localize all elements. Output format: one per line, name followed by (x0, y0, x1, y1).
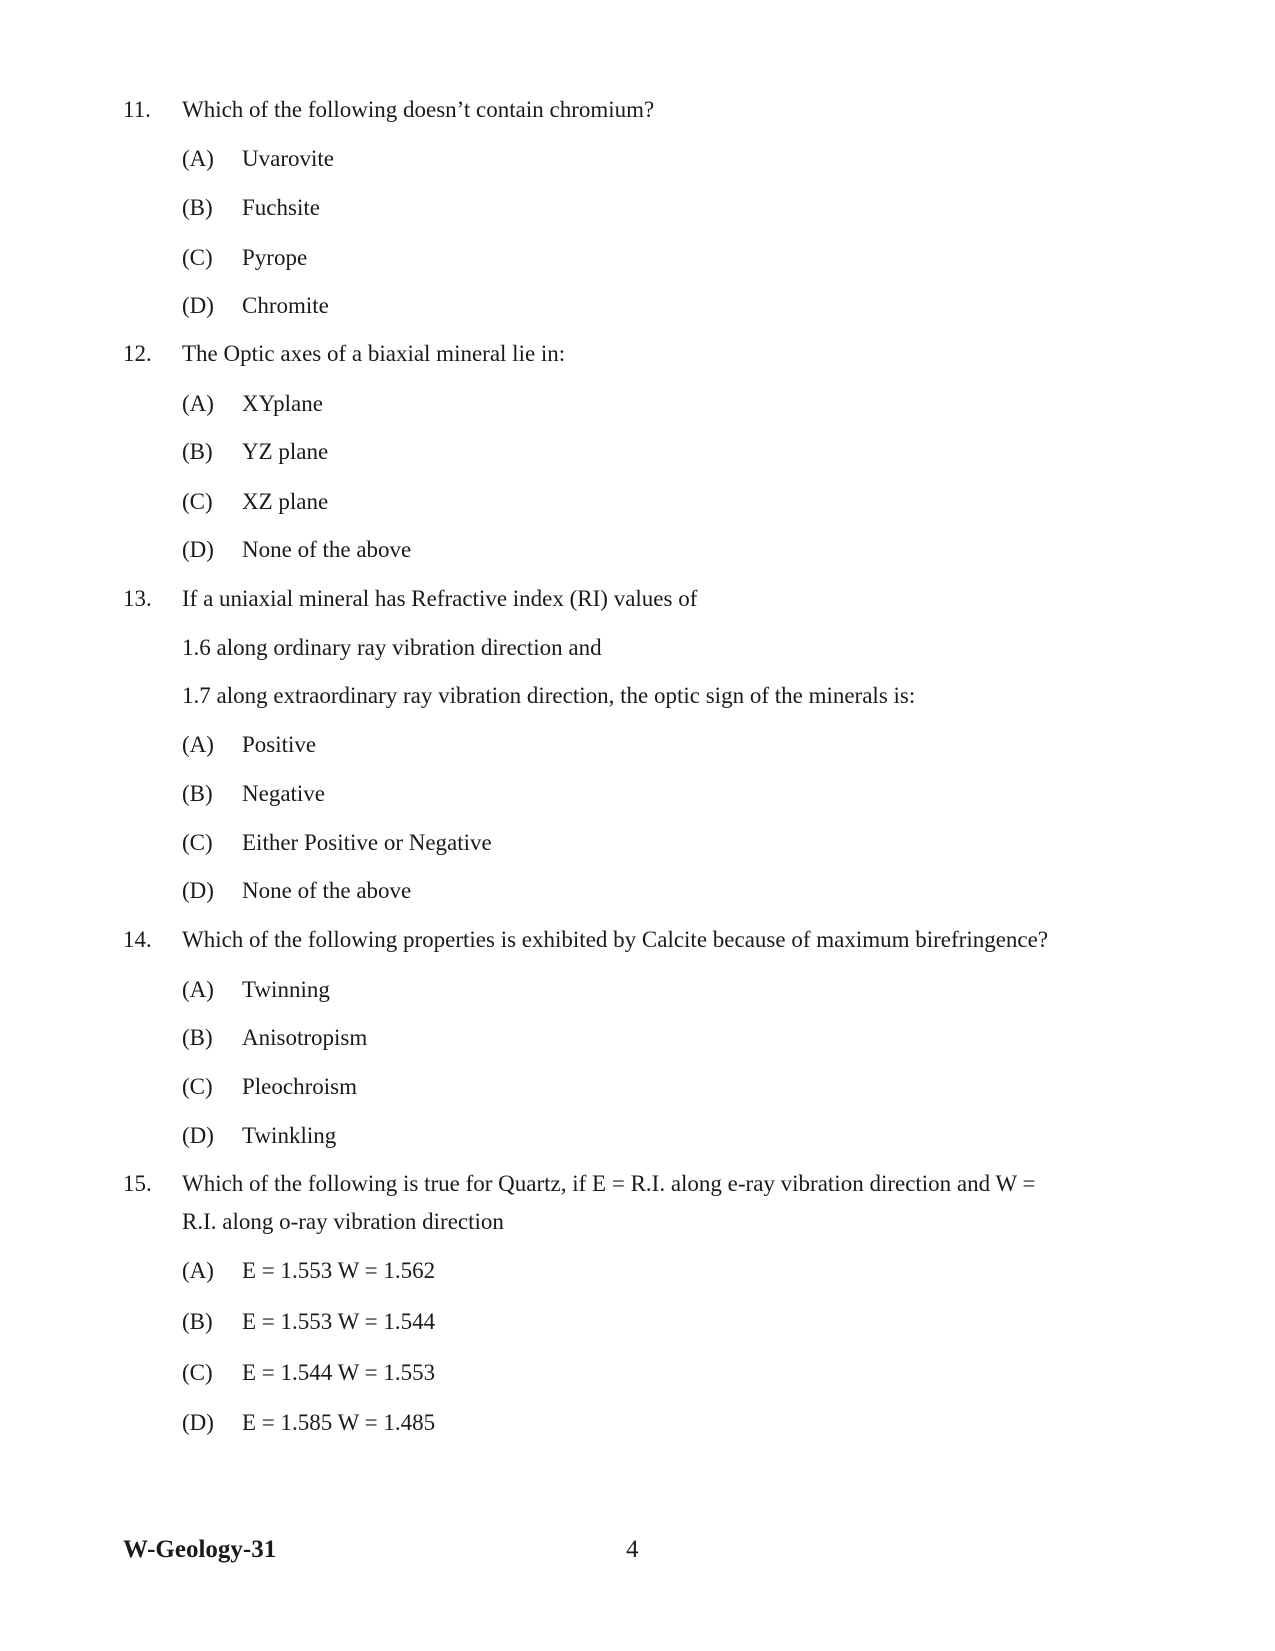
option-text: Anisotropism (242, 1025, 368, 1050)
option-text: E = 1.553 W = 1.562 (242, 1258, 436, 1283)
option-label: (A) (182, 1258, 214, 1283)
option-text: Twinning (242, 977, 330, 1002)
option-text: Twinkling (242, 1123, 337, 1148)
question-text: R.I. along o-ray vibration direction (182, 1209, 504, 1234)
option-label: (B) (182, 781, 213, 806)
paper-code: W-Geology-31 (123, 1536, 277, 1563)
option-text: XZ plane (242, 489, 329, 514)
question-text: 1.7 along extraordinary ray vibration direction, the optic sign of the minerals is: (182, 683, 916, 708)
option-text: Pleochroism (242, 1074, 357, 1099)
page-number: 4 (626, 1536, 639, 1563)
option-label: (A) (182, 732, 214, 757)
option-text: Uvarovite (242, 146, 334, 171)
option-label: (D) (182, 1123, 214, 1148)
question-text: 1.6 along ordinary ray vibration direction and (182, 635, 602, 660)
option-label: (C) (182, 1360, 213, 1385)
option-label: (C) (182, 1074, 213, 1099)
option-label: (B) (182, 195, 213, 220)
option-text: Pyrope (242, 245, 308, 270)
question-number: 15. (123, 1171, 152, 1196)
option-label: (B) (182, 439, 213, 464)
option-label: (C) (182, 245, 213, 270)
question-number: 11. (123, 97, 151, 122)
option-text: None of the above (242, 878, 412, 903)
option-text: E = 1.585 W = 1.485 (242, 1410, 436, 1435)
option-text: E = 1.553 W = 1.544 (242, 1309, 436, 1334)
question-text: Which of the following properties is exhibited by Calcite because of maximum birefringence? (182, 927, 1049, 952)
option-label: (D) (182, 293, 214, 318)
question-number: 12. (123, 341, 152, 366)
option-label: (C) (182, 489, 213, 514)
option-text: Positive (242, 732, 317, 757)
question-text: If a uniaxial mineral has Refractive index (RI) values of (182, 586, 698, 611)
option-label: (D) (182, 1410, 214, 1435)
option-label: (B) (182, 1309, 213, 1334)
option-text: XYplane (242, 391, 323, 416)
option-text: Negative (242, 781, 326, 806)
option-label: (A) (182, 146, 214, 171)
option-label: (C) (182, 830, 213, 855)
option-text: None of the above (242, 537, 412, 562)
option-text: Either Positive or Negative (242, 830, 492, 855)
option-text: Chromite (242, 293, 329, 318)
option-label: (A) (182, 391, 214, 416)
option-text: Fuchsite (242, 195, 320, 220)
option-label: (D) (182, 878, 214, 903)
option-text: E = 1.544 W = 1.553 (242, 1360, 436, 1385)
question-text: Which of the following doesn’t contain chromium? (182, 97, 655, 122)
option-label: (A) (182, 977, 214, 1002)
option-label: (B) (182, 1025, 213, 1050)
question-number: 13. (123, 586, 152, 611)
option-label: (D) (182, 537, 214, 562)
question-text: Which of the following is true for Quartz, if E = R.I. along e-ray vibration direction and W = (182, 1171, 1036, 1196)
question-text: The Optic axes of a biaxial mineral lie in: (182, 341, 566, 366)
question-number: 14. (123, 927, 152, 952)
option-text: YZ plane (242, 439, 329, 464)
